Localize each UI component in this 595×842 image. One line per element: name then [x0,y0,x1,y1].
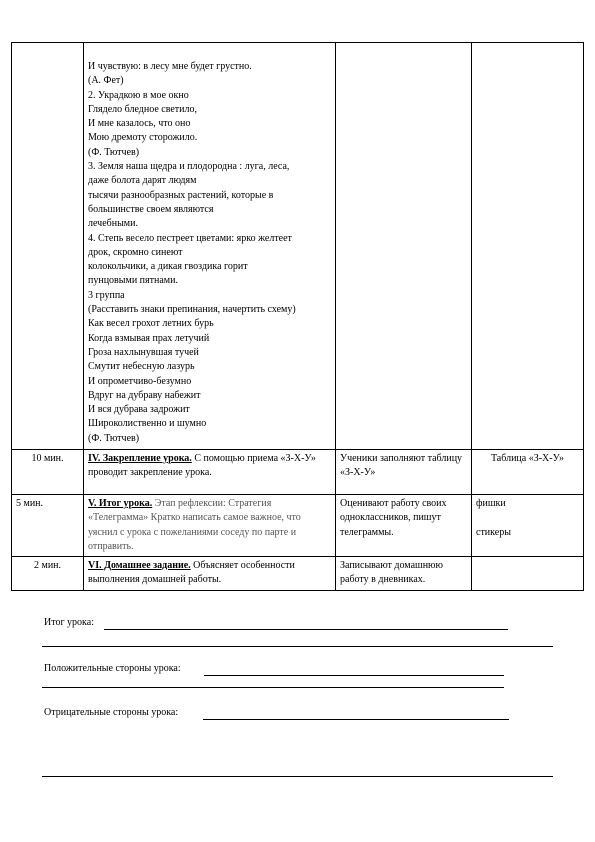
poem-line: Когда взмывая прах летучий [88,332,210,344]
poem-line: колокольчики, а дикая гвоздика горит [88,261,248,273]
poem-text [88,60,331,446]
students-cell: Оценивают работу своих одноклассников, пишут телеграммы. [336,495,472,557]
lesson-table [11,42,584,591]
poem-line: даже болота дарят людям [88,175,197,187]
stage-cell [84,450,336,495]
stage-title: IV. Закрепление урока. [88,453,192,464]
poem-line: (А. Фет) [88,75,124,87]
stage-text: С помощью приема «З-Х-У» проводит закрепление урока. [88,453,316,479]
stage-cell [84,557,336,591]
negative-underline [203,719,509,720]
poem-line: дрок, скромно синеют [88,246,183,258]
table-row-poems [12,43,584,450]
resources-cell [472,557,584,591]
result-label: Итог урока: [44,617,94,628]
resources-cell [472,43,584,450]
poem-line: (Ф. Тютчев) [88,146,140,158]
stage-cell [84,495,336,557]
table-row [12,450,584,495]
stage-title: VI. Домашнее задание. [88,560,191,572]
poem-line: 3 группа [88,289,125,301]
poem-line: Глядело бледное светило, [88,103,198,115]
poem-line: 4. Степь весело пестреет цветами: ярко желтеет [88,232,292,244]
poem-cell [84,43,336,450]
stage-text: Этап рефлексии: Стратегия «Телеграмма» Кратко написать самое важное, что уяснил с урока с пожеланиями соседу по парте и отправить. [88,498,301,552]
poem-line: пунцовыми пятнами. [88,275,178,287]
table-row [12,495,584,557]
positive-line-2 [42,687,504,688]
poem-line: 3. Земля наша щедра и плодородна : луга, леса, [88,161,290,173]
poem-line: Как весел грохот летних бурь [88,318,214,330]
poem-line: большинстве своем являются [88,203,214,215]
students-cell [336,43,472,450]
poem-line: И чувствую: в лесу мне будет грустно. [88,61,252,72]
table-row [12,557,584,591]
students-cell: Ученики заполняют таблицу «З-Х-У» [336,450,472,495]
negative-label: Отрицательные стороны урока: [44,707,179,718]
result-line-2 [42,646,553,647]
poem-line: лечебными. [88,218,138,230]
poem-line: Вдруг на дубраву набежит [88,389,201,401]
negative-line-2 [42,776,553,777]
poem-line: (Ф. Тютчев) [88,432,140,444]
poem-line: Мою дремоту сторожило. [88,132,198,144]
resources-cell: фишки стикеры [472,495,584,557]
poem-line: (Расставить знаки препинания, начертить схему) [88,304,296,316]
students-cell: Записывают домашнюю работу в дневниках. [336,557,472,591]
poem-line: Гроза нахлынувшая тучей [88,346,199,358]
positive-label: Положительные стороны урока: [44,663,181,674]
poem-line: 2. Украдкою в мое окно [88,89,189,101]
positive-underline [204,675,504,676]
time-cell: 10 мин. [12,450,84,495]
resources-cell: Таблица «З-Х-У» [472,450,584,495]
poem-line: И мне казалось, что оно [88,118,191,130]
poem-line: Смутит небесную лазурь [88,361,195,373]
time-cell: 5 мин. [12,495,84,557]
poem-line: И вся дубрава задрожит [88,404,190,416]
poem-line: тысячи разнообразных растений, которые в [88,189,274,201]
time-cell [12,43,84,450]
poem-line: И опрометчиво-безумно [88,375,192,387]
poem-line: Широколиственно и шумно [88,418,207,430]
time-cell: 2 мин. [12,557,84,591]
result-underline [104,629,508,630]
stage-text: Объясняет особенности выполнения домашней работы. [88,560,295,586]
stage-title: V. Итог урока. [88,498,153,509]
